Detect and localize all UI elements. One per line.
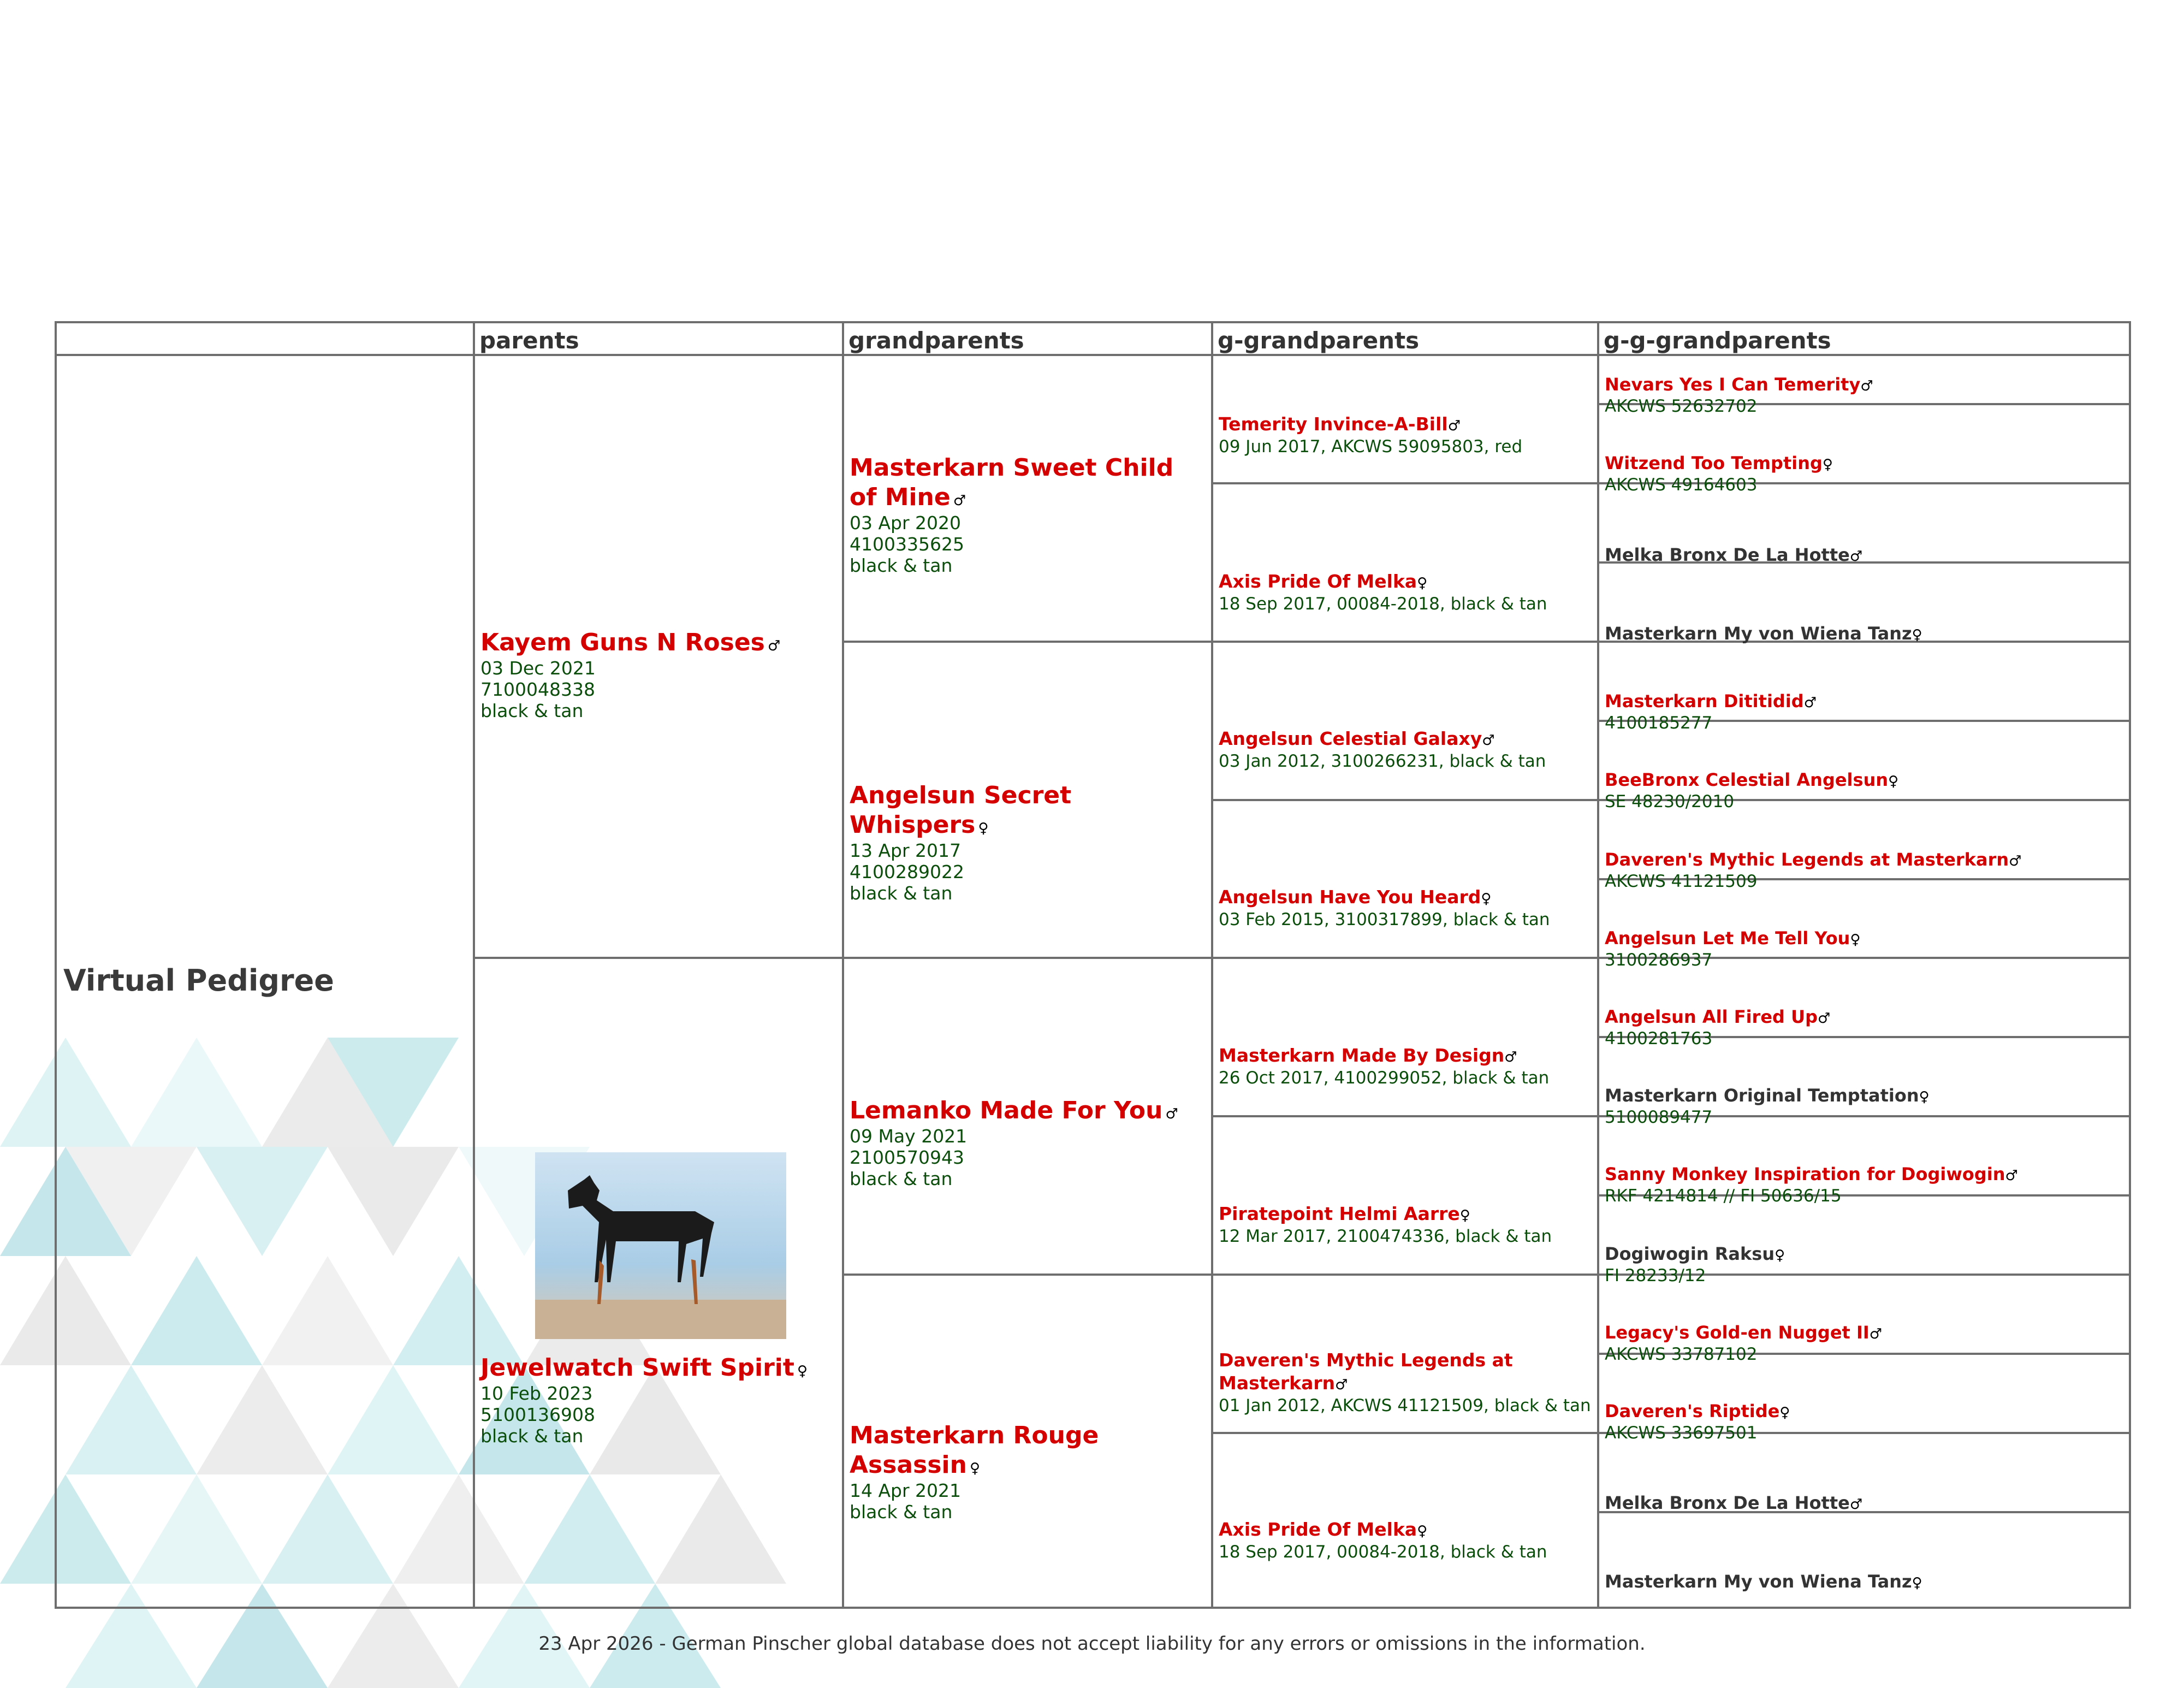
grandparent-reg: 4100289022 — [850, 861, 964, 883]
gggp-cell — [1605, 690, 2123, 734]
gggp-name: Melka Bronx De La Hotte — [1605, 1492, 1850, 1513]
gggp-reg: AKCWS 33787102 — [1605, 1345, 1758, 1364]
gggp-cell — [1605, 849, 2123, 892]
ggp-cell — [1219, 727, 1595, 772]
ggp-cell — [1219, 886, 1595, 931]
gggp-cell — [1605, 1085, 2123, 1128]
female-sex-icon: ♀ — [1417, 1523, 1428, 1539]
gggp-reg: 5100089477 — [1605, 1107, 1713, 1127]
sire-cell — [480, 628, 841, 721]
grandparent-cell — [850, 453, 1204, 576]
gggp-reg: SE 48230/2010 — [1605, 792, 1735, 812]
gggp-cell — [1605, 1571, 2123, 1592]
grandparent-cell — [850, 781, 1204, 904]
gggp-reg: AKCWS 49164603 — [1605, 475, 1758, 495]
male-sex-icon: ♂ — [1869, 1326, 1883, 1342]
dog-photo — [535, 1152, 786, 1339]
gggp-name[interactable]: Daveren's Riptide — [1605, 1401, 1780, 1422]
ggp-info: 03 Feb 2015, 3100317899, black & tan — [1219, 910, 1550, 929]
gggp-name: Masterkarn My von Wiena Tanz — [1605, 1571, 1912, 1592]
gggp-cell — [1605, 623, 2123, 644]
ggp-cell — [1219, 1518, 1595, 1563]
dam-color: black & tan — [480, 1425, 584, 1447]
female-sex-icon: ♀ — [1912, 1575, 1922, 1591]
grandparent-cell — [850, 1421, 1204, 1523]
grandparent-date: 09 May 2021 — [850, 1126, 968, 1147]
female-sex-icon: ♀ — [1850, 932, 1861, 948]
gggp-cell — [1605, 452, 2123, 496]
female-sex-icon: ♀ — [1919, 1089, 1930, 1105]
gggp-reg: RKF 4214814 // FI 50636/15 — [1605, 1186, 1842, 1206]
gggp-name[interactable]: Angelsun Let Me Tell You — [1605, 928, 1850, 949]
ggp-info: 03 Jan 2012, 3100266231, black & tan — [1219, 751, 1546, 771]
gggp-name[interactable]: Daveren's Mythic Legends at Masterkarn — [1605, 849, 2009, 870]
gggp-reg: AKCWS 41121509 — [1605, 872, 1758, 891]
ggp-info: 01 Jan 2012, AKCWS 41121509, black & tan — [1219, 1396, 1591, 1415]
grandparent-date: 03 Apr 2020 — [850, 512, 962, 534]
gggp-name[interactable]: Nevars Yes I Can Temerity — [1605, 374, 1861, 395]
gggp-cell — [1605, 1322, 2123, 1365]
female-sex-icon: ♀ — [1775, 1247, 1785, 1264]
male-sex-icon: ♂ — [2005, 1168, 2018, 1184]
gggp-name: Masterkarn My von Wiena Tanz — [1605, 623, 1912, 644]
sire-reg: 7100048338 — [480, 679, 595, 700]
gggp-reg: FI 28233/12 — [1605, 1266, 1706, 1286]
header-parents: parents — [479, 327, 579, 354]
dam-reg: 5100136908 — [480, 1404, 595, 1425]
gggp-cell — [1605, 374, 2123, 417]
female-sex-icon: ♀ — [1779, 1405, 1790, 1421]
header-g-g-grandparents: g-g-grandparents — [1604, 327, 1831, 354]
grandparent-reg: 4100335625 — [850, 534, 964, 555]
ggp-info: 18 Sep 2017, 00084-2018, black & tan — [1219, 594, 1547, 614]
grandparent-color: black & tan — [850, 1168, 953, 1189]
female-sex-icon: ♀ — [1417, 575, 1428, 591]
female-sex-icon: ♀ — [970, 1460, 981, 1477]
male-sex-icon: ♂ — [2009, 853, 2022, 869]
gggp-reg: 4100281763 — [1605, 1029, 1713, 1049]
male-sex-icon: ♂ — [767, 638, 781, 654]
female-sex-icon: ♀ — [1912, 627, 1922, 643]
gggp-cell — [1605, 1243, 2123, 1287]
grandparent-name[interactable]: Masterkarn Sweet Child of Mine — [850, 454, 1174, 511]
pedigree-table — [55, 321, 2131, 1609]
gggp-cell — [1605, 1492, 2123, 1514]
grandparent-reg: 2100570943 — [850, 1147, 964, 1168]
male-sex-icon: ♂ — [1849, 1496, 1863, 1513]
gggp-cell — [1605, 1400, 2123, 1444]
male-sex-icon: ♂ — [1447, 418, 1461, 434]
gggp-cell — [1605, 544, 2123, 566]
ggp-name[interactable]: Temerity Invince-A-Bill — [1219, 413, 1448, 435]
header-grandparents: grandparents — [848, 327, 1024, 354]
gggp-cell — [1605, 1006, 2123, 1050]
ggp-cell — [1219, 570, 1595, 615]
page-title: Virtual Pedigree — [63, 963, 334, 998]
ggp-name[interactable]: Angelsun Have You Heard — [1219, 886, 1481, 908]
sire-date: 03 Dec 2021 — [480, 658, 596, 679]
dam-date: 10 Feb 2023 — [480, 1383, 593, 1404]
ggp-info: 26 Oct 2017, 4100299052, black & tan — [1219, 1068, 1550, 1088]
gggp-name: Dogiwogin Raksu — [1605, 1243, 1775, 1264]
ggp-cell — [1219, 413, 1595, 458]
male-sex-icon: ♂ — [1860, 378, 1873, 394]
male-sex-icon: ♂ — [1335, 1377, 1348, 1393]
male-sex-icon: ♂ — [1165, 1106, 1178, 1122]
male-sex-icon: ♂ — [953, 493, 966, 509]
gggp-name: Masterkarn Original Temptation — [1605, 1085, 1919, 1106]
disclaimer-footer: 23 Apr 2026 - German Pinscher global database does not accept liability for any errors or omissions in the information. — [538, 1633, 1646, 1655]
grandparent-date: 14 Apr 2021 — [850, 1480, 962, 1501]
gggp-name[interactable]: Angelsun All Fired Up — [1605, 1006, 1818, 1027]
header-g-grandparents: g-grandparents — [1218, 327, 1420, 354]
gggp-reg: AKCWS 52632702 — [1605, 396, 1758, 416]
ggp-name-line2[interactable]: Masterkarn — [1219, 1372, 1336, 1394]
gggp-name: Melka Bronx De La Hotte — [1605, 544, 1850, 565]
male-sex-icon: ♂ — [1817, 1010, 1831, 1027]
male-sex-icon: ♂ — [1504, 1049, 1517, 1065]
ggp-info: 12 Mar 2017, 2100474336, black & tan — [1219, 1227, 1552, 1246]
ggp-cell — [1219, 1203, 1595, 1247]
grandparent-cell — [850, 1096, 1204, 1189]
male-sex-icon: ♂ — [1803, 695, 1817, 711]
ggp-info: 09 Jun 2017, AKCWS 59095803, red — [1219, 437, 1523, 457]
gggp-cell — [1605, 1163, 2123, 1207]
female-sex-icon: ♀ — [1822, 457, 1833, 473]
female-sex-icon: ♀ — [978, 820, 989, 837]
ggp-name[interactable]: Masterkarn Made By Design — [1219, 1045, 1505, 1066]
male-sex-icon: ♂ — [1482, 732, 1495, 749]
grandparent-color: black & tan — [850, 883, 953, 904]
female-sex-icon: ♀ — [1459, 1207, 1470, 1224]
ggp-name[interactable]: Axis Pride Of Melka — [1219, 1519, 1417, 1540]
gggp-cell — [1605, 769, 2123, 813]
gggp-name[interactable]: Witzend Too Tempting — [1605, 453, 1823, 473]
gggp-name[interactable]: Sanny Monkey Inspiration for Dogiwogin — [1605, 1164, 2005, 1184]
ggp-cell — [1219, 1044, 1595, 1089]
gggp-name[interactable]: Legacy's Gold-en Nugget II — [1605, 1322, 1870, 1343]
grandparent-name[interactable]: Lemanko Made For You — [850, 1097, 1163, 1124]
sire-name[interactable]: Kayem Guns N Roses — [480, 629, 765, 656]
grandparent-name[interactable]: Masterkarn Rouge Assassin — [850, 1422, 1099, 1479]
gggp-name[interactable]: BeeBronx Celestial Angelsun — [1605, 769, 1889, 790]
grandparent-date: 13 Apr 2017 — [850, 840, 962, 861]
gggp-reg: 3100286937 — [1605, 950, 1713, 970]
ggp-cell — [1219, 1349, 1595, 1417]
grandparent-color: black & tan — [850, 1501, 953, 1523]
male-sex-icon: ♂ — [1849, 548, 1863, 565]
gggp-name[interactable]: Masterkarn Dititidid — [1605, 691, 1804, 712]
gggp-reg: AKCWS 33697501 — [1605, 1423, 1758, 1443]
grandparent-name[interactable]: Angelsun Secret Whispers — [850, 781, 1072, 839]
dam-cell — [480, 1353, 841, 1447]
gggp-cell — [1605, 927, 2123, 971]
female-sex-icon: ♀ — [797, 1363, 808, 1379]
sire-color: black & tan — [480, 700, 584, 721]
ggp-info: 18 Sep 2017, 00084-2018, black & tan — [1219, 1542, 1547, 1562]
dam-name[interactable]: Jewelwatch Swift Spirit — [480, 1354, 794, 1382]
female-sex-icon: ♀ — [1481, 891, 1492, 907]
gggp-reg: 4100185277 — [1605, 713, 1713, 733]
ggp-name-line1[interactable]: Daveren's Mythic Legends at — [1219, 1349, 1513, 1371]
ggp-name[interactable]: Angelsun Celestial Galaxy — [1219, 728, 1482, 749]
ggp-name[interactable]: Piratepoint Helmi Aarre — [1219, 1203, 1460, 1224]
grandparent-color: black & tan — [850, 555, 953, 576]
female-sex-icon: ♀ — [1888, 773, 1899, 790]
ggp-name[interactable]: Axis Pride Of Melka — [1219, 571, 1417, 592]
